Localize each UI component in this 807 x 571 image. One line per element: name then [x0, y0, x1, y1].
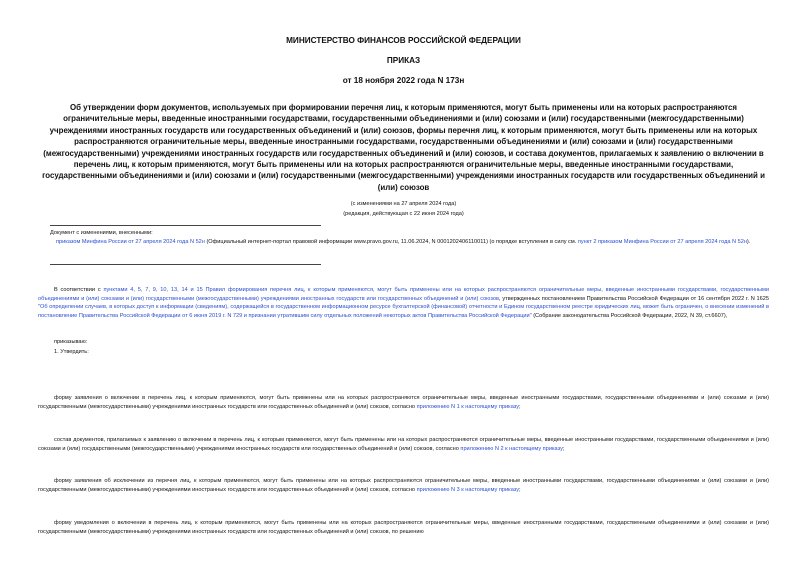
list-item: [38, 519, 769, 536]
item-text: форму заявления о включении в перечень лиц, к которым применяются, могут быть применены или на которых распространяются ограничительные меры, введенные иностранными государствами, государственными объединениями и (или) союзами и (или) государственными (межгосударственными) учреждениями иностранных государств или государственных объединений и (или) союзов, согласно: [38, 395, 769, 410]
changes-body: [50, 238, 764, 247]
order-heading: ПРИКАЗ: [386, 56, 421, 65]
basis-lead: В соответствии с: [54, 287, 104, 293]
resolution-link[interactable]: "Об определении случаев, в которых доступ к информации (сведениям), содержащейся в государственном информационном ресурсе бухгалтерской (финансовой) отчетности и Едином государственном реестре юридических лиц, может быть ограничен, о внесении изменений в постановление Правительства Российской Федерации от 6 июня 2019 г. N 729 и признании утратившим силу отдельных положений некоторых актов Правительства Российской Федерации": [38, 304, 769, 319]
amendments-note: (с изменениями на 27 апреля 2024 года): [350, 201, 457, 207]
ministry-heading: МИНИСТЕРСТВО ФИНАНСОВ РОССИЙСКОЙ ФЕДЕРАЦИИ: [286, 36, 521, 45]
changes-title: Документ с изменениями, внесенными:: [50, 230, 153, 236]
item-tail: ;: [519, 486, 521, 493]
changes-text: (Официальный интернет-портал правовой информации www.pravo.gov.ru, 11.06.2024, N 0001202406110011) (о порядке вступления в силу см.: [204, 239, 578, 245]
order-date: от 18 ноября 2022 года N 173н: [342, 76, 465, 85]
entry-into-force-link[interactable]: пункт 2 приказом Минфина России от 27 апреля 2024 года N 52н: [577, 239, 747, 245]
approve-paragraph: 1. Утвердить:: [54, 349, 89, 355]
item-text: форму заявления об исключении из перечня лиц, к которым применяются, могут быть применены или на которых распространяются ограничительные меры, введенные иностранными государствами, государственными объединениями и (или) союзами и (или) государственными (межгосударственными) учреждениями иностранных государств или государственных объединений и (или) союзов, согласно: [38, 478, 769, 493]
rules-link[interactable]: пунктами 4, 5, 7, 9, 10, 13, 14 и 15 Правил формирования перечня лиц, к которым применяются, могут быть применены или на которых распространяются ограничительные меры, введенные иностранными государствами, государственными объединениями и (или) союзами и (или) государственными (межгосударственными) учреждениями иностранных государств или государственных объединений и (или) союзов: [38, 287, 770, 302]
amending-order-link[interactable]: приказом Минфина России от 27 апреля 2024 года N 52н: [56, 239, 205, 245]
appendix-1-link[interactable]: приложению N 1 к настоящему приказу: [416, 403, 520, 410]
item-text: форму уведомления о включении в перечень лиц, к которым применяются, могут быть применены или на которых распространяются ограничительные меры, введенные иностранными государствами, государственными объединениями и (или) союзами и (или) государственными (межгосударственными) учреждениями иностранных государств или государственных объединений и (или) союзов, по решению: [38, 520, 769, 535]
divider-top: [50, 225, 321, 226]
basis-mid: , утвержденных постановлением Правительства Российской Федерации от 16 сентября 2022 г. N 1625: [498, 295, 770, 302]
appendix-3-link[interactable]: приложению N 3 к настоящему приказу: [416, 486, 520, 493]
list-item: [38, 436, 769, 453]
item-text: состав документов, прилагаемых к заявлению о включении в перечень лиц, к которым применяются, могут быть применены или на которых распространяются ограничительные меры, введенные иностранными государствами, государственными объединениями и (или) союзами и (или) государственными (межгосударственными) учреждениями иностранных государств или государственных объединений и (или) союзов, согласно: [38, 437, 769, 452]
list-item: [38, 394, 769, 411]
changes-tail: ).: [746, 239, 751, 245]
appendix-2-link[interactable]: приложению N 2 к настоящему приказу: [460, 445, 563, 452]
divider-bottom: [50, 264, 321, 265]
basis-paragraph: [38, 286, 769, 320]
item-tail: ;: [519, 403, 521, 410]
edition-note: (редакция, действующая с 22 июня 2024 года): [343, 211, 464, 217]
list-item: [38, 477, 769, 494]
basis-tail: (Собрание законодательства Российской Федерации, 2022, N 39, ст.6607),: [531, 312, 728, 319]
document-title: Об утверждении форм документов, используемых при формировании перечня лиц, к которым применяются, могут быть применены или на которых распространяются ограничительные меры, введенные иностранными государствами, государственными объединениями и (или) союзами и (или) государственными (межгосударственными) учреждениями иностранных государств или государственных объединений и (или) союзов, формы перечня лиц, к которым применяются, могут быть применены или на которых распространяются ограничительные меры, введенные иностранными государствами, государственными объединениями и (или) союзами и (или) государственными (межгосударственными) учреждениями иностранных государств или государственных объединений и (или) союзов, и состава документов, прилагаемых к заявлению о включении в перечень лиц, к которым применяются, могут быть применены или на которых распространяются ограничительные меры, введенные иностранными государствами, государственными объединениями и (или) союзами и (или) государственными (межгосударственными) учреждениями иностранных государств или государственных объединений и (или) союзов: [42, 103, 765, 192]
order-paragraph: приказываю:: [54, 339, 88, 345]
item-tail: ;: [562, 445, 565, 452]
